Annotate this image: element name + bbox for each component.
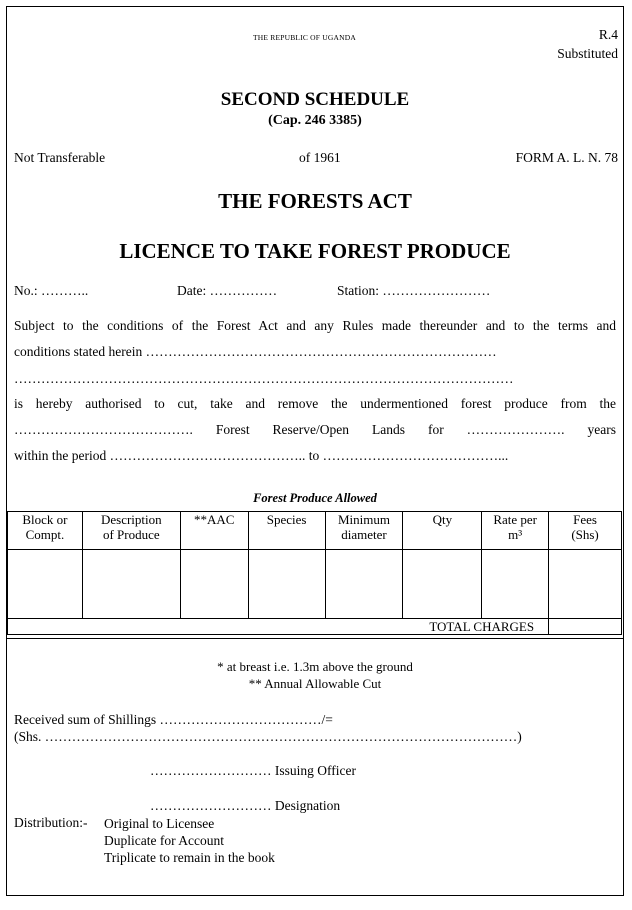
reference-code: R.4 bbox=[598, 27, 618, 42]
body-line-5: …………………………………. Forest Reserve/Open Lands for …………………. years bbox=[14, 422, 616, 437]
body-line-1: Subject to the conditions of the Forest Act and any Rules made thereunder and to the terms and bbox=[14, 318, 616, 333]
received-sum: Received sum of Shillings ………………………………/= bbox=[14, 712, 333, 727]
form-number: FORM A. L. N. 78 bbox=[515, 150, 618, 165]
total-row bbox=[8, 619, 622, 635]
body-line-6: within the period …………………………………….. to …………………………………... bbox=[14, 448, 509, 463]
issuing-officer: ……………………… Issuing Officer bbox=[150, 763, 356, 778]
body-line-2: conditions stated herein …………………………………………………………………… bbox=[14, 344, 497, 359]
body-line-4: is hereby authorised to cut, take and remove the undermentioned forest produce from the bbox=[14, 396, 616, 411]
table-cell bbox=[325, 550, 403, 619]
reference-note: Substituted bbox=[557, 46, 618, 61]
licence-form bbox=[6, 6, 624, 896]
act-title: THE FORESTS ACT bbox=[218, 189, 412, 213]
col-description: Description of Produce bbox=[82, 512, 180, 550]
col-rate: Rate per m³ bbox=[482, 512, 549, 550]
table-cell bbox=[248, 550, 325, 619]
distribution-item: Duplicate for Account bbox=[104, 833, 224, 848]
total-charges-value bbox=[549, 619, 622, 635]
year-label: of 1961 bbox=[299, 150, 341, 165]
schedule-cap: (Cap. 246 3385) bbox=[268, 113, 362, 128]
distribution-item: Original to Licensee bbox=[104, 816, 215, 831]
date-field: Date: …………… bbox=[177, 283, 278, 298]
table-cell bbox=[8, 550, 83, 619]
licence-number-field: No.: ……….. bbox=[14, 283, 89, 298]
col-block: Block or Compt. bbox=[8, 512, 83, 550]
distribution-item: Triplicate to remain in the book bbox=[104, 850, 275, 865]
col-qty: Qty bbox=[403, 512, 482, 550]
table-cell bbox=[549, 550, 622, 619]
total-charges-label: TOTAL CHARGES bbox=[8, 619, 549, 635]
divider bbox=[7, 638, 623, 639]
col-species: Species bbox=[248, 512, 325, 550]
col-min-diameter: Minimum diameter bbox=[325, 512, 403, 550]
republic-heading: THE REPUBLIC OF UGANDA bbox=[253, 33, 356, 42]
station-field: Station: …………………… bbox=[337, 283, 491, 298]
table-cell bbox=[180, 550, 248, 619]
distribution-label: Distribution:- bbox=[14, 815, 88, 830]
table-caption: Forest Produce Allowed bbox=[253, 491, 377, 505]
body-line-3: ………………………………………………………………………………………………… bbox=[14, 371, 514, 386]
table-row bbox=[8, 550, 622, 619]
received-shillings: (Shs. ……………………………………………………………………………………………) bbox=[14, 729, 522, 744]
table-cell bbox=[403, 550, 482, 619]
table-cell bbox=[482, 550, 549, 619]
note-aac: ** Annual Allowable Cut bbox=[248, 676, 382, 691]
col-fees: Fees (Shs) bbox=[549, 512, 622, 550]
table-header-row bbox=[8, 512, 622, 550]
col-aac: **AAC bbox=[180, 512, 248, 550]
not-transferable: Not Transferable bbox=[14, 150, 106, 165]
table-cell bbox=[82, 550, 180, 619]
licence-title: LICENCE TO TAKE FOREST PRODUCE bbox=[119, 239, 511, 263]
designation: ……………………… Designation bbox=[150, 798, 341, 813]
schedule-title: SECOND SCHEDULE bbox=[220, 89, 410, 110]
note-breast-height: * at breast i.e. 1.3m above the ground bbox=[217, 659, 413, 674]
produce-table bbox=[7, 511, 622, 635]
